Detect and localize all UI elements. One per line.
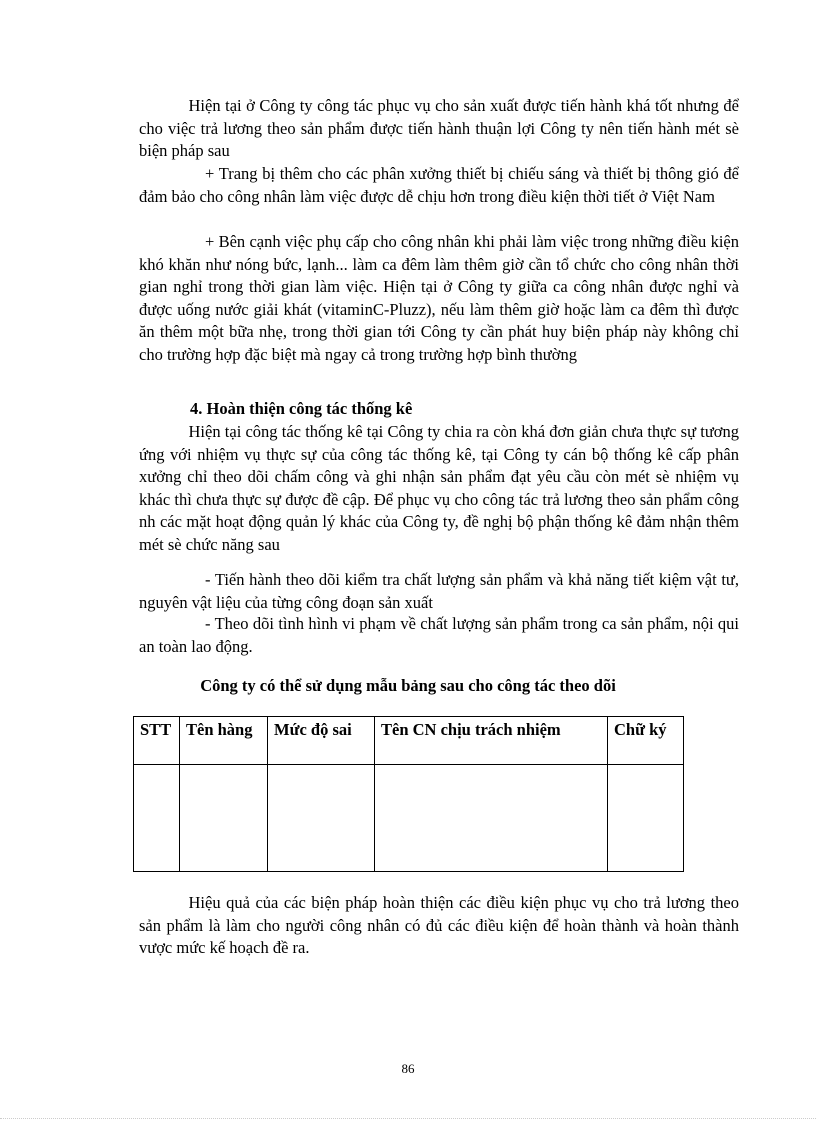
table-row (134, 765, 684, 872)
table-cell (180, 765, 268, 872)
paragraph-conclusion: Hiệu quả của các biện pháp hoàn thiện các điều kiện phục vụ cho trả lương theo sản phẩm là làm cho người công nhân có đủ các điều kiện để hoàn thành và hoàn thành vược mức kế hoạch đề ra. (139, 893, 739, 958)
table-cell (268, 765, 375, 872)
table-cell (608, 765, 684, 872)
section-heading-statistics: 4. Hoàn thiện công tác thống kê (190, 399, 413, 418)
paragraph-lighting-ventilation: + Trang bị thêm cho các phân xưởng thiết bị chiếu sáng và thiết bị thông gió để đảm bảo cho công nhân làm việc được dễ chịu hơn trong điều kiện thời tiết ở Việt Nam (139, 164, 739, 206)
table-cell (375, 765, 608, 872)
table-caption: Công ty có thể sử dụng mẫu bảng sau cho công tác theo dõi (200, 676, 616, 695)
header-signature: Chữ ký (608, 717, 684, 765)
paragraph-statistics-intro: Hiện tại công tác thống kê tại Công ty chia ra còn khá đơn giản chưa thực sự tương ứng với nhiệm vụ thực sự của công tác thống kê, tại Công ty cán bộ thống kê cấp phân xưởng chỉ theo dõi chấm công và ghi nhận sản phẩm đạt yêu cầu còn mét sè nhiệm vụ khác thì chưa thực sự được đề cập. Để phục vụ cho công tác trả lương theo sản phẩm công nh các mặt hoạt động quản lý khác của Công ty, đề nghị bộ phận thống kê đảm nhận thêm mét sè chức năng sau (139, 422, 739, 554)
bottom-divider (0, 1118, 816, 1119)
tracking-table (133, 716, 684, 872)
paragraph-quality-monitoring: - Tiến hành theo dõi kiểm tra chất lượng sản phẩm và khả năng tiết kiệm vật tư, nguyên vật liệu của từng công đoạn sản xuất (139, 570, 739, 612)
page-number: 86 (401, 1061, 415, 1076)
paragraph-rest-breaks: + Bên cạnh việc phụ cấp cho công nhân khi phải làm việc trong những điều kiện khó khăn như nóng bức, lạnh... làm ca đêm làm thêm giờ cần tổ chức cho công nhân thời gian nghỉ trong thời gian làm việc. Hiện tại ở Công ty giữa ca công nhân được nghỉ và được uống nước giải khát (vitaminC-Pluzz), nếu làm thêm giờ hoặc làm ca đêm thì được ăn thêm một bữa nhẹ, trong thời gian tới Công ty cần phát huy biện pháp này không chỉ cho trường hợp đặc biệt mà ngay cả trong trường hợp bình thường (139, 232, 739, 364)
header-error-level: Mức độ sai (268, 717, 375, 765)
paragraph-violation-tracking: - Theo dõi tình hình vi phạm về chất lượng sản phẩm trong ca sản phẩm, nội qui an toàn lao động. (139, 614, 739, 656)
paragraph-service-intro: Hiện tại ở Công ty công tác phục vụ cho sản xuất được tiến hành khá tốt nhưng để cho việc trả lương theo sản phẩm được tiến hành thuận lợi Công ty nên tiến hành mét sè biện pháp sau (139, 96, 739, 161)
header-responsible-worker: Tên CN chịu trách nhiệm (375, 717, 608, 765)
header-stt: STT (134, 717, 180, 765)
header-product-name: Tên hàng (180, 717, 268, 765)
table-cell (134, 765, 180, 872)
table-header-row (134, 717, 684, 765)
